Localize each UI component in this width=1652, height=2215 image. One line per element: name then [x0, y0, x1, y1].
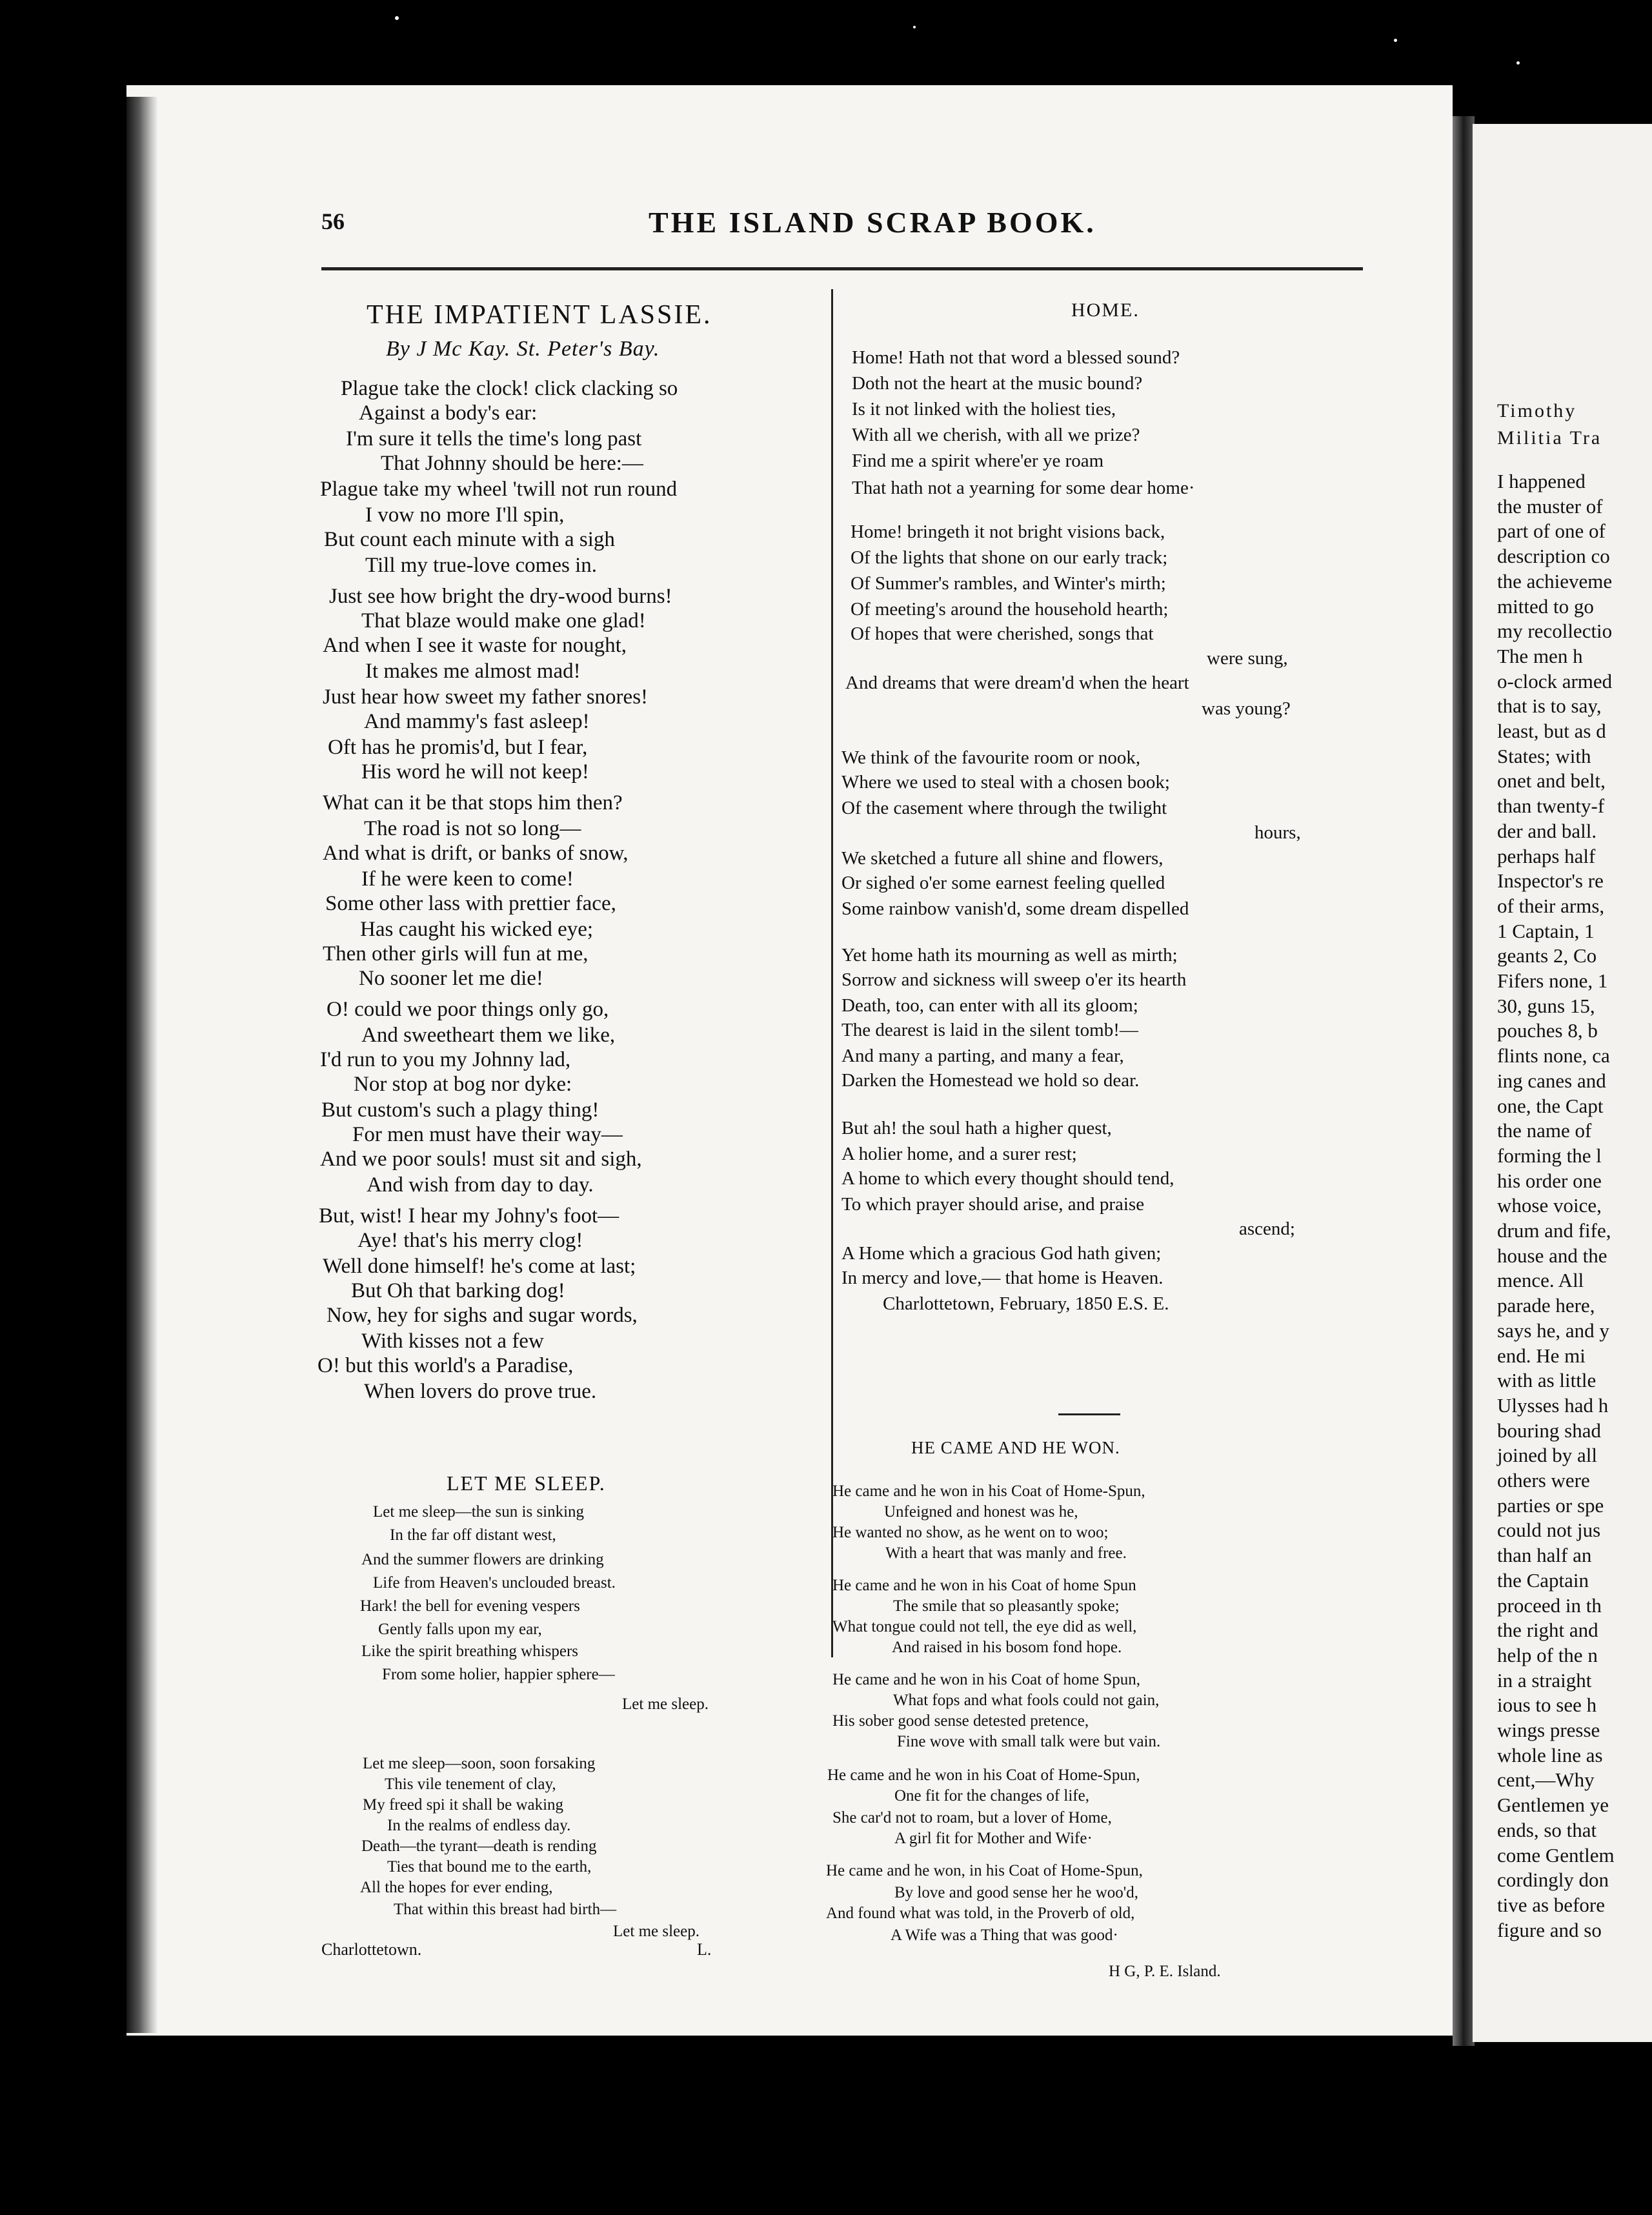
poem-line: We think of the favourite room or nook, [841, 747, 1141, 768]
poem-line: By love and good sense her he woo'd, [894, 1884, 1139, 1901]
adjacent-page-line: Fifers none, 1 [1497, 969, 1608, 992]
adjacent-page-line: 30, guns 15, [1497, 994, 1595, 1017]
poem-line: Against a body's ear: [359, 401, 538, 425]
poem-line: ascend; [1239, 1219, 1295, 1239]
poem-line: All the hopes for ever ending, [360, 1879, 553, 1896]
adjacent-page-line: with as little [1497, 1369, 1597, 1392]
adjacent-page-line: 1 Captain, 1 [1497, 919, 1595, 942]
adjacent-page-line: the name of [1497, 1119, 1592, 1142]
adjacent-page [1473, 124, 1652, 2042]
adjacent-page-line: The men h [1497, 644, 1583, 667]
adjacent-page-line: the muster of [1497, 494, 1603, 518]
poem-line: Charlottetown, February, 1850 E.S. E. [883, 1293, 1169, 1314]
adjacent-page-line: says he, and y [1497, 1319, 1609, 1342]
poem-line: A girl fit for Mother and Wife· [894, 1830, 1093, 1847]
poem-line: He came and he won in his Coat of home Spun, [832, 1671, 1140, 1688]
poem-line: With a heart that was manly and free. [885, 1544, 1127, 1562]
poem-line: Where we used to steal with a chosen book; [841, 772, 1170, 793]
adjacent-page-line: could not jus [1497, 1519, 1601, 1542]
poem-line: The dearest is laid in the silent tomb!— [841, 1020, 1138, 1040]
poem-line: No sooner let me die! [359, 967, 543, 990]
poem-line: Some rainbow vanish'd, some dream dispelled [841, 898, 1189, 919]
poem-line: Death—the tyrant—death is rending [361, 1837, 597, 1855]
poem-line: And when I see it waste for nought, [323, 634, 627, 657]
poem-line: Hark! the bell for evening vespers [360, 1597, 580, 1615]
adjacent-page-line: cordingly don [1497, 1868, 1609, 1892]
adjacent-page-line: end. He mi [1497, 1344, 1586, 1367]
poem-line: Of hopes that were cherished, songs that [851, 623, 1154, 644]
poem-line: Sorrow and sickness will sweep o'er its hearth [841, 969, 1187, 990]
poem-line: I'm sure it tells the time's long past [346, 427, 642, 450]
poem-line: I vow no more I'll spin, [365, 503, 565, 527]
poem-line: His word he will not keep! [361, 760, 589, 784]
poem-line: Of the casement where through the twilight [841, 798, 1167, 818]
poem-line: Darken the Homestead we hold so dear. [841, 1070, 1140, 1091]
page-number: 56 [321, 208, 345, 234]
poem-line: O! could we poor things only go, [327, 998, 609, 1021]
adjacent-page-line: onet and belt, [1497, 769, 1606, 793]
adjacent-page-line: the Captain [1497, 1568, 1589, 1592]
adjacent-page-line: description co [1497, 545, 1610, 568]
poem-line: To which prayer should arise, and praise [841, 1194, 1145, 1215]
poem-title: THE IMPATIENT LASSIE. [367, 300, 712, 330]
poem-line: And what is drift, or banks of snow, [323, 842, 629, 865]
poem-line: That blaze would make one glad! [361, 609, 646, 632]
adjacent-page-line: whole line as [1497, 1743, 1603, 1766]
adjacent-page-line: o-clock armed [1497, 669, 1613, 693]
adjacent-page-line: mence. All [1497, 1269, 1584, 1292]
poem-line: He came and he won, in his Coat of Home-Spun, [826, 1862, 1143, 1879]
poem-line: Has caught his wicked eye; [360, 918, 594, 941]
adjacent-page-line: others were [1497, 1469, 1590, 1492]
adjacent-page-line: his order one [1497, 1169, 1602, 1192]
adjacent-page-line: joined by all [1497, 1444, 1597, 1467]
poem-line: With all we cherish, with all we prize? [852, 425, 1140, 445]
poem-line: Home! bringeth it not bright visions back, [851, 521, 1165, 542]
poem-line: Let me sleep—the sun is sinking [373, 1503, 585, 1521]
adjacent-page-line: the right and [1497, 1619, 1598, 1642]
poem-line: Gently falls upon my ear, [378, 1621, 542, 1638]
adjacent-page-line: than twenty-f [1497, 794, 1605, 818]
poem-line: Doth not the heart at the music bound? [852, 373, 1143, 394]
poem-line: What can it be that stops him then? [323, 791, 623, 814]
column-divider [831, 289, 833, 1657]
adjacent-heading: Timothy [1497, 400, 1577, 421]
poem-line: A holier home, and a surer rest; [841, 1144, 1077, 1164]
adjacent-page-line: ious to see h [1497, 1694, 1597, 1717]
section-divider [1058, 1413, 1120, 1415]
poem-line: If he were keen to come! [361, 867, 574, 891]
poem-title: LET ME SLEEP. [447, 1472, 606, 1495]
adjacent-page-line: the achieveme [1497, 569, 1613, 592]
adjacent-page-line: drum and fife, [1497, 1219, 1611, 1242]
poem-line: Find me a spirit where'er ye roam [852, 450, 1104, 471]
poem-line: Aye! that's his merry clog! [358, 1229, 583, 1252]
adjacent-page-line: mitted to go [1497, 594, 1594, 618]
poem-place: Charlottetown. [321, 1940, 422, 1959]
scan-speck [395, 16, 399, 20]
poem-line: Life from Heaven's unclouded breast. [373, 1574, 616, 1592]
poem-line: Of Summer's rambles, and Winter's mirth; [851, 573, 1166, 594]
adjacent-page-line: parties or spe [1497, 1493, 1604, 1517]
adjacent-page-line: bouring shad [1497, 1419, 1602, 1442]
poem-line: Of meeting's around the household hearth; [851, 599, 1169, 620]
poem-line: Is it not linked with the holiest ties, [852, 399, 1116, 420]
poem-line: I'd run to you my Johnny lad, [320, 1048, 571, 1071]
poem-line: And found what was told, in the Proverb of old, [826, 1905, 1135, 1922]
poem-line: He came and he won in his Coat of Home-Spun, [832, 1482, 1145, 1500]
poem-line: That within this breast had birth— [394, 1901, 617, 1918]
poem-title: HE CAME AND HE WON. [911, 1438, 1120, 1457]
poem-line: His sober good sense detested pretence, [832, 1712, 1089, 1730]
poem-line: And many a parting, and many a fear, [841, 1046, 1124, 1066]
page-binding-shadow [126, 97, 157, 2033]
poem-line: But count each minute with a sigh [324, 528, 615, 551]
poem-line: What tongue could not tell, the eye did as well, [832, 1618, 1137, 1635]
poem-line: But Oh that barking dog! [351, 1279, 565, 1302]
poem-line: For men must have their way— [352, 1123, 623, 1146]
adjacent-page-line: in a straight [1497, 1668, 1592, 1692]
adjacent-page-line: parade here, [1497, 1294, 1595, 1317]
adjacent-page-line: figure and so [1497, 1918, 1602, 1941]
poem-line: Just hear how sweet my father snores! [323, 685, 649, 709]
adjacent-page-line: ing canes and [1497, 1069, 1606, 1092]
poem-line: And sweetheart them we like, [361, 1024, 616, 1047]
adjacent-page-line: Gentlemen ye [1497, 1794, 1609, 1817]
poem-line: O! but this world's a Paradise, [317, 1354, 574, 1377]
poem-line: And raised in his bosom fond hope. [892, 1639, 1122, 1656]
poem-line: Let me sleep—soon, soon forsaking [363, 1755, 596, 1772]
poem-line: Till my true-love comes in. [365, 554, 598, 577]
adjacent-page-line: of their arms, [1497, 894, 1605, 917]
running-header: THE ISLAND SCRAP BOOK. [649, 206, 1096, 239]
adjacent-page-line: States; with [1497, 744, 1591, 767]
poem-line: Plague take my wheel 'twill not run round [320, 478, 678, 501]
poem-line: Oft has he promis'd, but I fear, [328, 736, 588, 759]
poem-line: Nor stop at bog nor dyke: [354, 1073, 572, 1096]
poem-line: Yet home hath its mourning as well as mirth; [841, 945, 1178, 966]
poem-line: A home to which every thought should tend, [841, 1168, 1174, 1189]
adjacent-page-line: cent,—Why [1497, 1768, 1595, 1792]
adjacent-page-line: help of the n [1497, 1643, 1598, 1666]
poem-line: Death, too, can enter with all its gloom; [841, 995, 1138, 1016]
poem-line: He came and he won in his Coat of Home-Spun, [827, 1766, 1140, 1784]
poem-line: This vile tenement of clay, [385, 1775, 556, 1793]
poem-line: Home! Hath not that word a blessed sound? [852, 347, 1180, 368]
poem-line: From some holier, happier sphere— [382, 1666, 615, 1683]
poem-line: Unfeigned and honest was he, [884, 1503, 1078, 1521]
poem-line: Just see how bright the dry-wood burns! [329, 585, 672, 608]
poem-line: Fine wove with small talk were but vain. [897, 1733, 1161, 1750]
adjacent-page-line: pouches 8, b [1497, 1019, 1598, 1042]
poem-line: She car'd not to roam, but a lover of Home, [832, 1809, 1112, 1826]
poem-line: One fit for the changes of life, [894, 1787, 1089, 1805]
adjacent-page-line: my recollectio [1497, 620, 1613, 643]
poem-line: were sung, [1207, 648, 1288, 669]
poem-line: Like the spirit breathing whispers [361, 1643, 579, 1660]
poem-title: HOME. [1071, 299, 1140, 321]
poem-line: My freed spi it shall be waking [363, 1796, 564, 1814]
poem-line: That hath not a yearning for some dear home· [852, 478, 1195, 498]
poem-line: But ah! the soul hath a higher quest, [841, 1118, 1112, 1138]
scan-speck [1516, 61, 1520, 65]
poem-line: With kisses not a few [361, 1330, 544, 1353]
poem-line: In the realms of endless day. [387, 1817, 571, 1834]
adjacent-page-line: least, but as d [1497, 720, 1606, 742]
poem-line: That Johnny should be here:— [381, 452, 643, 475]
poem-line: But custom's such a plagy thing! [321, 1098, 599, 1122]
adjacent-page-line: part of one of [1497, 520, 1606, 543]
poem-line: Or sighed o'er some earnest feeling quelled [841, 873, 1165, 893]
poem-line: Let me sleep. [622, 1695, 709, 1713]
poem-line: The road is not so long— [364, 817, 581, 840]
poem-line: Some other lass with prettier face, [325, 892, 616, 915]
adjacent-page-line: tive as before [1497, 1893, 1605, 1916]
poem-line: Of the lights that shone on our early track; [851, 547, 1168, 568]
poem-line: He came and he won in his Coat of home Spun [832, 1577, 1136, 1594]
adjacent-page-line: Ulysses had h [1497, 1393, 1609, 1417]
poem-line: Let me sleep. [613, 1923, 700, 1940]
poem-line: And dreams that were dream'd when the heart [845, 673, 1189, 693]
adjacent-page-line: I happened [1497, 470, 1586, 492]
adjacent-page-line: house and the [1497, 1244, 1607, 1267]
poem-line: We sketched a future all shine and flowers, [841, 848, 1163, 869]
poem-line: Now, hey for sighs and sugar words, [327, 1304, 638, 1327]
poem-line: Then other girls will fun at me, [323, 942, 589, 966]
poem-line: Well done himself! he's come at last; [323, 1255, 636, 1278]
poem-line: In mercy and love,— that home is Heaven. [841, 1268, 1163, 1288]
adjacent-page-line: wings presse [1497, 1719, 1600, 1741]
poem-line: A Home which a gracious God hath given; [841, 1243, 1162, 1264]
adjacent-page-line: whose voice, [1497, 1194, 1602, 1217]
scan-speck [1394, 39, 1397, 42]
poem-line: And wish from day to day. [367, 1173, 594, 1197]
poem-line: In the far off distant west, [390, 1526, 556, 1544]
poem-signature: L. [697, 1940, 712, 1959]
poem-line: He wanted no show, as he went on to woo; [832, 1524, 1109, 1541]
adjacent-page-line: flints none, ca [1497, 1044, 1610, 1067]
poem-line: hours, [1254, 822, 1301, 843]
poem-line: Ties that bound me to the earth, [387, 1858, 592, 1876]
header-rule [321, 267, 1363, 270]
poem-line: And we poor souls! must sit and sigh, [320, 1148, 642, 1171]
adjacent-page-line: than half an [1497, 1544, 1592, 1567]
poem-line: When lovers do prove true. [364, 1380, 597, 1403]
poem-line: It makes me almost mad! [365, 660, 581, 683]
scan-speck [913, 26, 916, 28]
adjacent-page-line: one, the Capt [1497, 1094, 1604, 1117]
poem-line: was young? [1202, 698, 1291, 719]
adjacent-page-line: proceed in th [1497, 1593, 1602, 1617]
gutter-shadow [1453, 116, 1475, 2046]
poem-line: Plague take the clock! click clacking so [341, 377, 678, 400]
poem-line: The smile that so pleasantly spoke; [893, 1597, 1120, 1615]
poem-line: And the summer flowers are drinking [361, 1551, 604, 1568]
adjacent-page-line: ends, so that [1497, 1818, 1597, 1841]
adjacent-page-line: geants 2, Co [1497, 944, 1597, 967]
adjacent-page-line: Inspector's re [1497, 869, 1604, 893]
poem-byline: By J Mc Kay. St. Peter's Bay. [386, 337, 660, 361]
poem-line: And mammy's fast asleep! [364, 710, 590, 733]
adjacent-page-line: forming the l [1497, 1144, 1602, 1167]
poem-line: H G, P. E. Island. [1109, 1963, 1221, 1980]
poem-line: A Wife was a Thing that was good· [891, 1927, 1118, 1944]
adjacent-page-line: come Gentlem [1497, 1843, 1615, 1866]
poem-line: What fops and what fools could not gain, [893, 1692, 1160, 1709]
adjacent-page-line: that is to say, [1497, 694, 1602, 718]
adjacent-heading: Militia Tra [1497, 427, 1602, 449]
adjacent-page-line: perhaps half [1497, 844, 1596, 867]
adjacent-page-line: der and ball. [1497, 819, 1597, 842]
poem-line: But, wist! I hear my Johny's foot— [319, 1204, 620, 1228]
